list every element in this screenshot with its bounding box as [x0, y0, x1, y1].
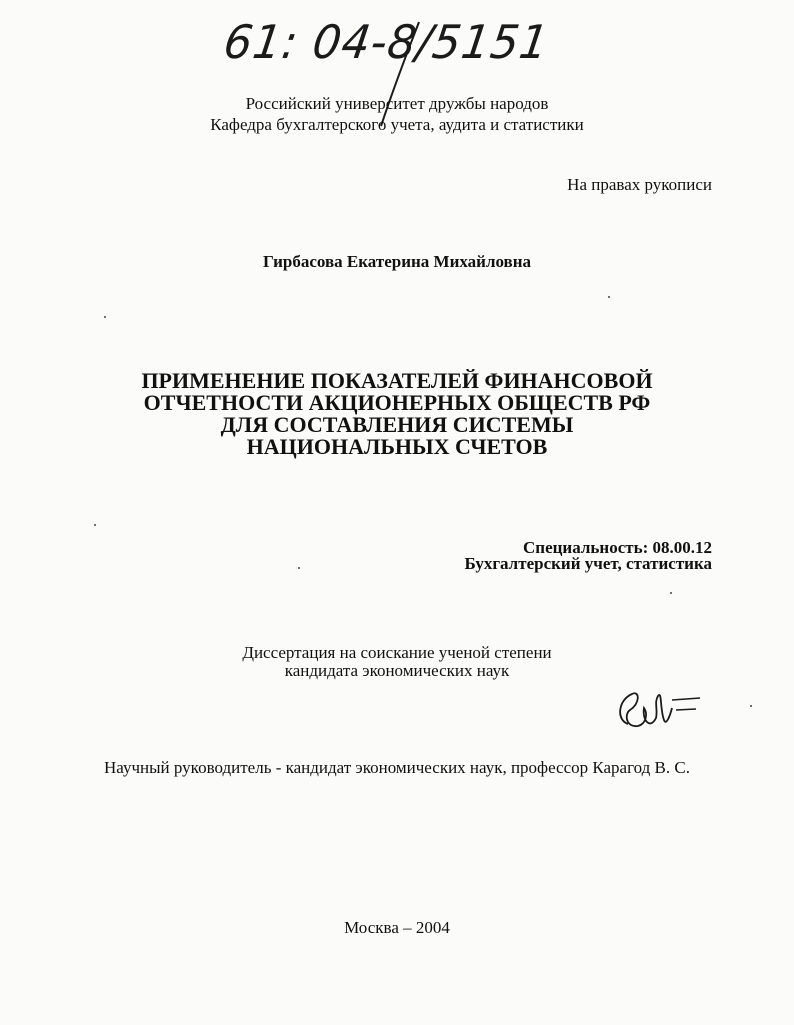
scan-speck	[94, 524, 96, 526]
title-line: ПРИМЕНЕНИЕ ПОКАЗАТЕЛЕЙ ФИНАНСОВОЙ	[141, 368, 653, 393]
scan-speck	[608, 296, 610, 298]
title-line: НАЦИОНАЛЬНЫХ СЧЕТОВ	[246, 434, 548, 459]
scan-speck	[670, 592, 672, 594]
supervisor: Научный руководитель - кандидат экономических наук, профессор Карагод В. С.	[104, 758, 690, 777]
degree-line-2: кандидата экономических наук	[284, 661, 510, 680]
university-name: Российский университет дружбы народов	[245, 94, 549, 113]
specialty-code: Специальность: 08.00.12	[523, 538, 712, 557]
department-name: Кафедра бухгалтерского учета, аудита и статистики	[210, 115, 584, 134]
author-name: Гирбасова Екатерина Михайловна	[262, 252, 532, 271]
title-line: ОТЧЕТНОСТИ АКЦИОНЕРНЫХ ОБЩЕСТВ РФ	[143, 390, 651, 415]
signature	[610, 680, 710, 736]
title-line: ДЛЯ СОСТАВЛЕНИЯ СИСТЕМЫ	[220, 412, 574, 437]
dissertation-title	[0, 370, 794, 458]
rights-note: На правах рукописи	[567, 175, 712, 194]
scan-speck	[298, 567, 300, 569]
specialty-name: Бухгалтерский учет, статистика	[464, 554, 712, 573]
city-year: Москва – 2004	[344, 918, 450, 937]
scan-speck	[750, 705, 752, 707]
degree-line-1: Диссертация на соискание ученой степени	[242, 643, 552, 662]
archive-code-handwritten: 61: 04-8/5151	[220, 16, 553, 70]
scan-speck	[104, 316, 106, 318]
